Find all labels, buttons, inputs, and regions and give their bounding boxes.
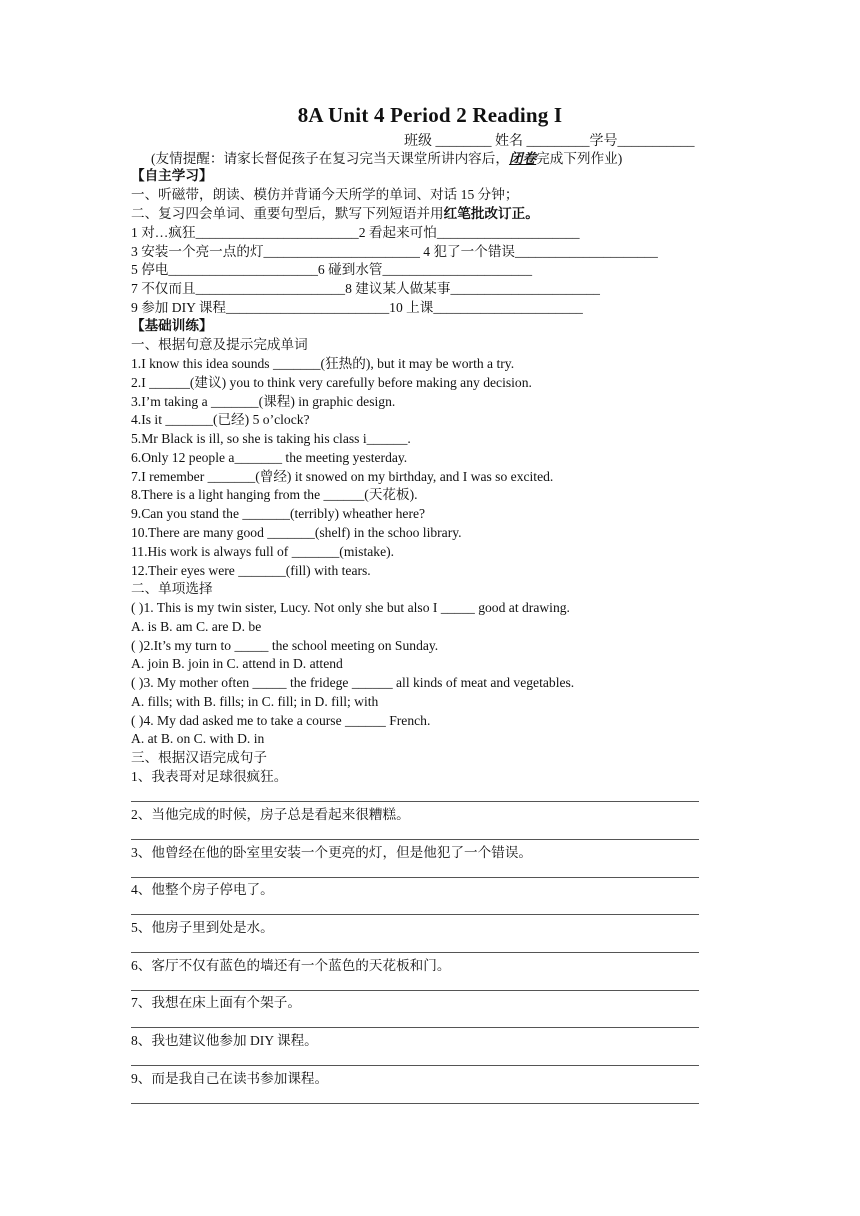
task-2-bold: 红笔批改订正。 (443, 206, 539, 221)
fill-item[interactable]: 12.Their eyes were _______(fill) with tears. (131, 563, 371, 578)
answer-line[interactable] (131, 914, 699, 915)
reminder-text-end: 完成下列作业) (536, 151, 623, 166)
translate-prompt: 7、我想在床上面有个架子。 (131, 995, 301, 1010)
fill-item[interactable]: 9.Can you stand the _______(terribly) wheather here? (131, 506, 426, 521)
translate-prompt: 4、他整个房子停电了。 (131, 882, 274, 897)
answer-line[interactable] (131, 839, 699, 840)
fill-item[interactable]: 11.His work is always full of _______(mistake). (131, 544, 395, 559)
fill-item[interactable]: 5.Mr Black is ill, so she is taking his class i______. (131, 431, 411, 446)
fill-item[interactable]: 1.I know this idea sounds _______(狂热的), but it may be worth a try. (131, 356, 515, 371)
translate-prompt: 3、他曾经在他的卧室里安装一个更亮的灯，但是他犯了一个错误。 (131, 845, 533, 860)
class-label: 班级 (404, 134, 432, 149)
self-study-task-2 (131, 206, 539, 222)
task-2-text: 二、复习四会单词、重要句型后，默写下列短语并用 (131, 206, 444, 221)
name-label: 姓名 (495, 134, 523, 149)
translate-prompt: 1、我表哥对足球很疯狂。 (131, 769, 288, 784)
translate-prompt: 5、他房子里到处是水。 (131, 920, 274, 935)
student-id-blank[interactable]: ___________ (617, 134, 695, 149)
mc-question[interactable]: ( )1. This is my twin sister, Lucy. Not only she but also I _____ good at drawing. (131, 600, 570, 615)
fill-item[interactable]: 2.I ______(建议) you to think very carefully before making any decision. (131, 375, 532, 390)
fill-item[interactable]: 7.I remember _______(曾经) it snowed on my birthday, and I was so excited. (131, 469, 554, 484)
section-1-title: 一、根据句意及提示完成单词 (131, 337, 308, 352)
mc-options: A. at B. on C. with D. in (131, 731, 265, 746)
phrase-row[interactable]: 9 参加 DIY 课程________________________10 上课______________________ (131, 300, 583, 315)
translate-prompt: 6、客厅不仅有蓝色的墙还有一个蓝色的天花板和门。 (131, 958, 451, 973)
parent-reminder (151, 151, 622, 167)
fill-item[interactable]: 3.I’m taking a _______(课程) in graphic design. (131, 394, 396, 409)
self-study-task-1: 一、听磁带，朗读、模仿并背诵今天所学的单词、对话 15 分钟； (131, 187, 519, 202)
translate-prompt: 2、当他完成的时候，房子总是看起来很糟糕。 (131, 807, 410, 822)
phrase-row[interactable]: 7 不仅而且______________________8 建议某人做某事______________________ (131, 281, 600, 296)
mc-options: A. is B. am C. are D. be (131, 619, 262, 634)
answer-line[interactable] (131, 801, 699, 802)
reminder-emphasis: 闭卷 (508, 151, 537, 166)
page-title: 8A Unit 4 Period 2 Reading I (297, 103, 563, 127)
reminder-text: (友情提醒：请家长督促孩子在复习完当天课堂所讲内容后， (151, 151, 509, 166)
basic-training-heading: 【基础训练】 (131, 318, 213, 333)
student-id-label: 学号 (589, 134, 618, 149)
answer-line[interactable] (131, 1103, 699, 1104)
mc-question[interactable]: ( )4. My dad asked me to take a course ______ French. (131, 713, 431, 728)
fill-item[interactable]: 8.There is a light hanging from the ______(天花板). (131, 487, 418, 502)
section-2-title: 二、单项选择 (131, 581, 213, 596)
mc-options: A. join B. join in C. attend in D. attend (131, 656, 343, 671)
translate-prompt: 9、而是我自己在读书参加课程。 (131, 1071, 329, 1086)
phrase-row[interactable]: 5 停电______________________6 碰到水管______________________ (131, 262, 533, 277)
fill-item[interactable]: 4.Is it _______(已经) 5 o’clock? (131, 412, 310, 427)
self-study-heading: 【自主学习】 (131, 168, 213, 183)
class-blank[interactable]: ________ (432, 134, 495, 149)
phrase-row[interactable]: 3 安装一个亮一点的灯_______________________ 4 犯了一个错误_____________________ (131, 244, 658, 259)
answer-line[interactable] (131, 990, 699, 991)
name-blank[interactable]: _________ (523, 134, 590, 149)
student-info-row (404, 130, 695, 150)
mc-question[interactable]: ( )2.It’s my turn to _____ the school meeting on Sunday. (131, 638, 439, 653)
answer-line[interactable] (131, 877, 699, 878)
phrase-row[interactable]: 1 对…疯狂________________________2 看起来可怕_____________________ (131, 225, 580, 240)
answer-line[interactable] (131, 952, 699, 953)
translate-prompt: 8、我也建议他参加 DIY 课程。 (131, 1033, 318, 1048)
mc-options: A. fills; with B. fills; in C. fill; in D. fill; with (131, 694, 379, 709)
mc-question[interactable]: ( )3. My mother often _____ the fridege ______ all kinds of meat and vegetables. (131, 675, 575, 690)
answer-line[interactable] (131, 1065, 699, 1066)
fill-item[interactable]: 6.Only 12 people a_______ the meeting yesterday. (131, 450, 408, 465)
section-3-title: 三、根据汉语完成句子 (131, 750, 267, 765)
answer-line[interactable] (131, 1027, 699, 1028)
fill-item[interactable]: 10.There are many good _______(shelf) in the schoo library. (131, 525, 462, 540)
